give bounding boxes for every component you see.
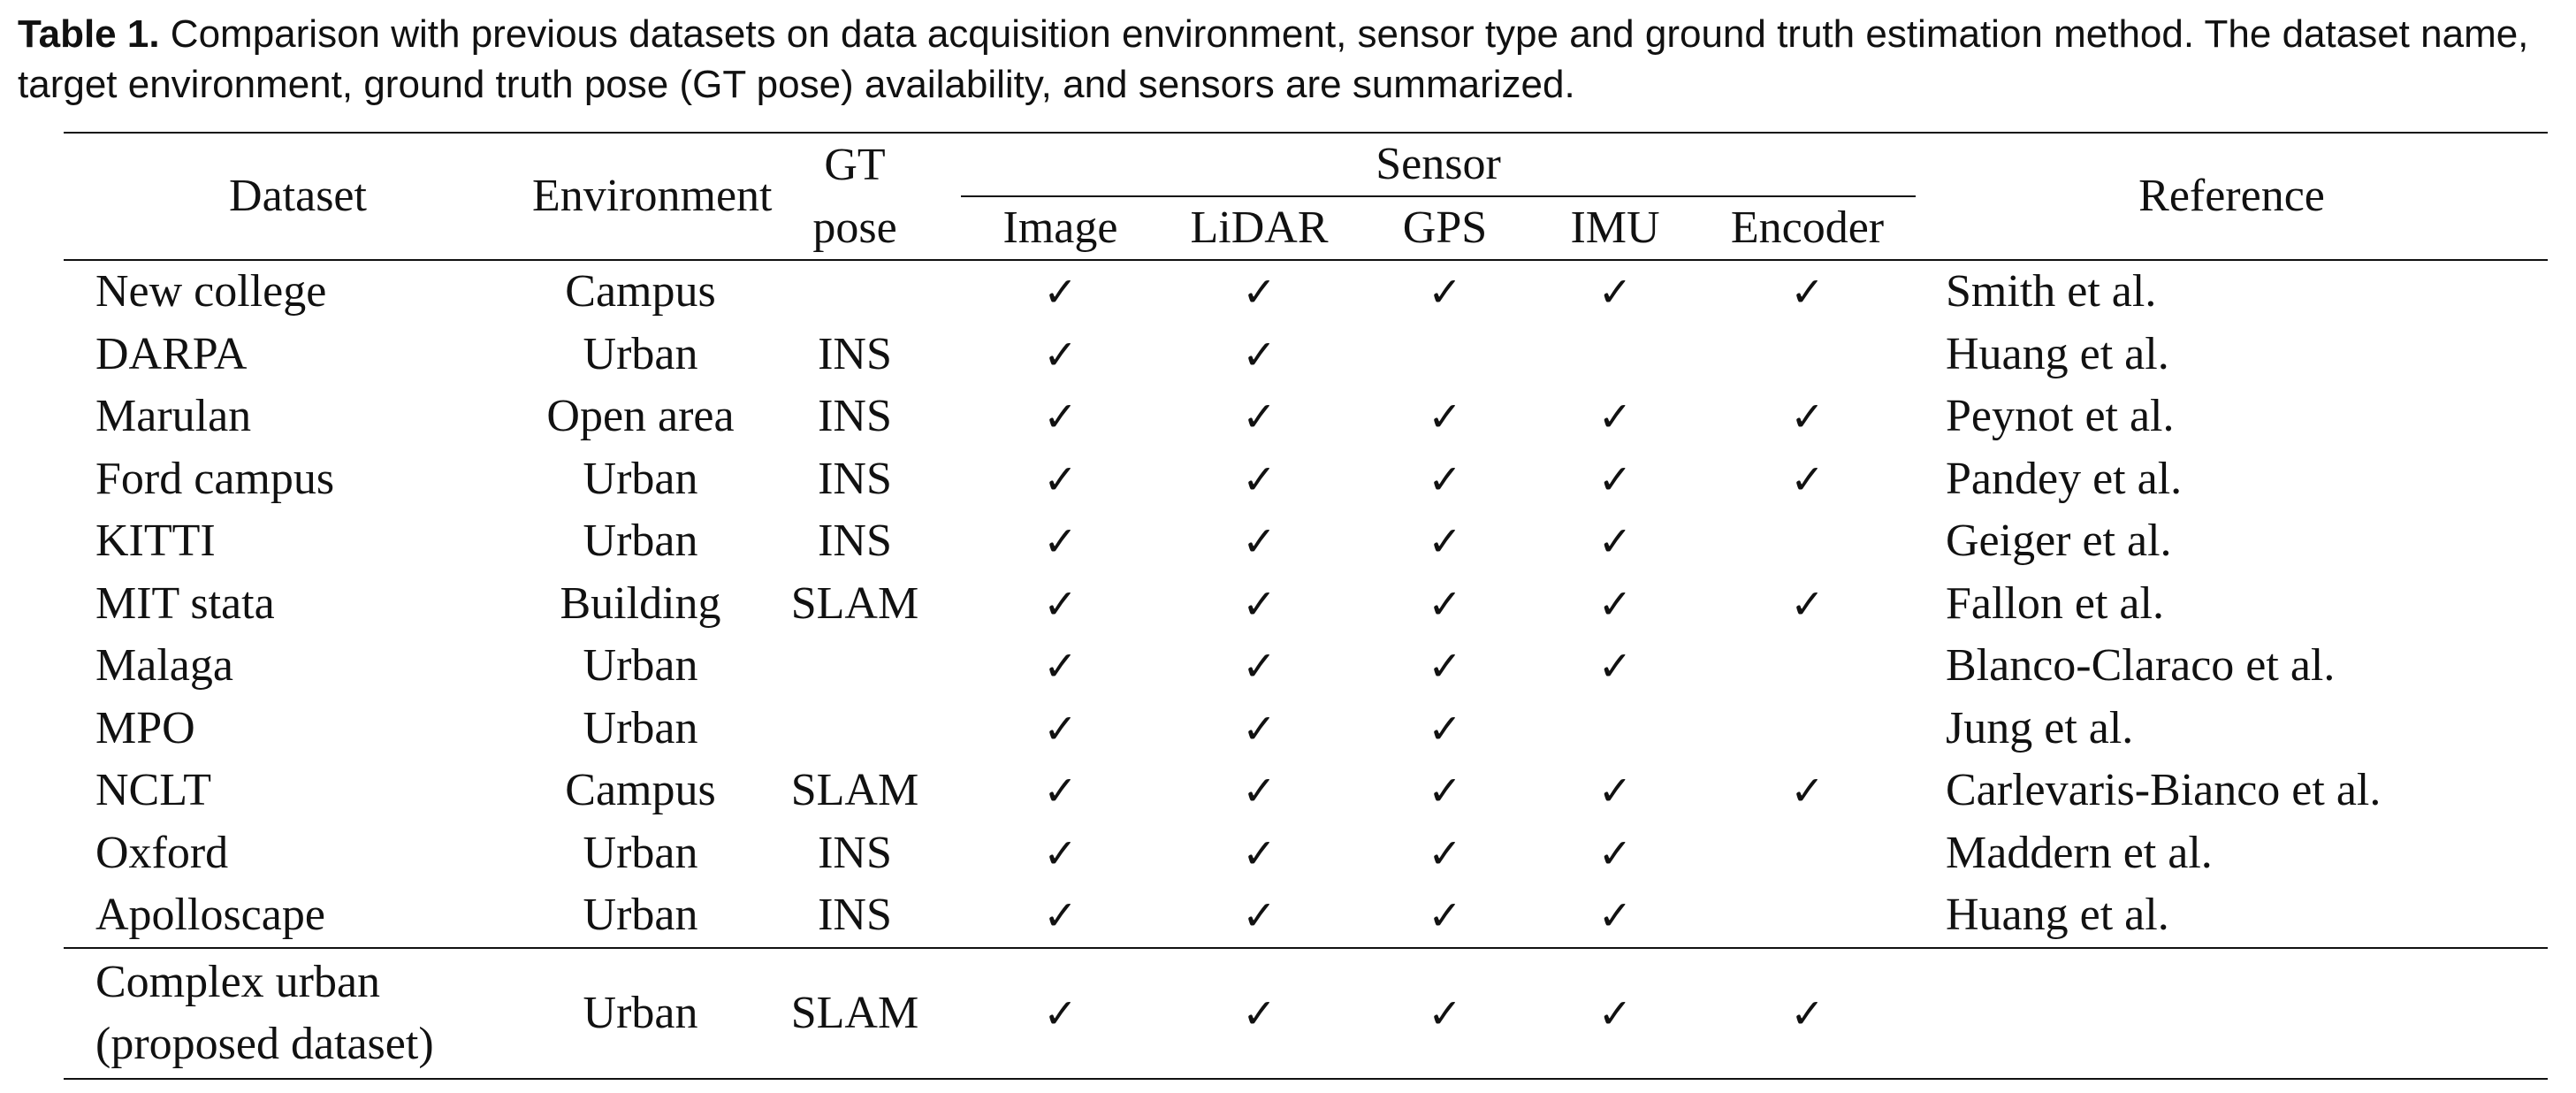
cell-imu-check: ✓	[1597, 393, 1633, 440]
cell-dataset: New college	[95, 266, 327, 317]
cell-gps-check: ✓	[1428, 642, 1462, 690]
header-sensor: Sensor	[961, 133, 1916, 196]
table-header	[64, 133, 2548, 260]
cell-reference: Maddern et al.	[1946, 827, 2213, 878]
cell-lidar-check: ✓	[1242, 330, 1277, 378]
cell-gps-check: ✓	[1428, 455, 1462, 503]
cell-image-check: ✓	[1043, 517, 1078, 565]
cell-gt-pose: INS	[818, 516, 892, 566]
cell-gt-pose	[749, 698, 961, 761]
cell-gt-pose: INS	[818, 890, 892, 940]
cell-imu-check: ✓	[1597, 268, 1633, 316]
cell-reference: Pandey et al.	[1946, 453, 2183, 504]
cell-gt-pose: INS	[818, 827, 892, 878]
cell-gps-check: ✓	[1428, 579, 1462, 628]
cell-gt-pose	[749, 260, 961, 324]
cell-reference: Smith et al.	[1946, 266, 2157, 317]
cell-environment: Building	[560, 577, 721, 629]
cell-dataset: MPO	[95, 702, 195, 753]
cell-image-check: ✓	[1043, 393, 1078, 440]
header-dataset: Dataset	[64, 133, 532, 260]
cell-lidar-check: ✓	[1242, 891, 1277, 939]
cell-gps-check	[1359, 324, 1531, 386]
header-encoder: Encoder	[1699, 196, 1916, 260]
cell-imu-check: ✓	[1597, 455, 1633, 503]
cell-reference	[1916, 948, 2548, 1079]
cell-image-check: ✓	[961, 948, 1160, 1079]
header-gt-pose-line2: pose	[749, 196, 961, 260]
cell-encoder-check: ✓	[1699, 948, 1916, 1079]
cell-encoder-check	[1699, 510, 1916, 573]
header-gt-pose-line1: GT	[824, 139, 886, 190]
cell-reference: Huang et al.	[1946, 890, 2169, 940]
cell-environment: Urban	[583, 890, 698, 940]
table-row	[64, 448, 2548, 511]
cell-dataset: MIT stata	[95, 577, 275, 629]
cell-reference: Carlevaris-Bianco et al.	[1946, 765, 2382, 815]
cell-gt-pose: SLAM	[790, 577, 919, 629]
cell-imu-check: ✓	[1597, 579, 1633, 628]
cell-reference: Geiger et al.	[1946, 516, 2172, 566]
cell-gt-pose: SLAM	[790, 765, 919, 815]
cell-reference: Peynot et al.	[1946, 391, 2175, 441]
cell-image-check: ✓	[1043, 767, 1078, 814]
cell-imu-check: ✓	[1597, 642, 1633, 690]
cell-environment: Urban	[583, 827, 698, 878]
cell-image-check: ✓	[1043, 642, 1078, 690]
cell-dataset: Oxford	[95, 827, 229, 878]
cell-gps-check: ✓	[1428, 829, 1462, 877]
cell-image-check: ✓	[1043, 268, 1078, 316]
cell-lidar-check: ✓	[1242, 517, 1277, 565]
cell-gt-pose: INS	[818, 328, 892, 379]
cell-environment: Campus	[565, 765, 716, 815]
table-row	[64, 260, 2548, 324]
cell-reference: Huang et al.	[1946, 328, 2169, 379]
cell-dataset: NCLT	[95, 765, 211, 815]
cell-image-check: ✓	[1043, 579, 1078, 628]
cell-imu-check: ✓	[1597, 517, 1633, 565]
cell-dataset-proposed	[64, 948, 532, 1079]
cell-environment: Urban	[583, 702, 698, 753]
cell-gps-check: ✓	[1428, 268, 1462, 316]
cell-image-check: ✓	[1043, 455, 1078, 503]
cell-gps-check: ✓	[1428, 517, 1462, 565]
comparison-table	[64, 132, 2548, 1080]
cell-dataset: KITTI	[95, 516, 216, 566]
cell-gt-pose: INS	[818, 391, 892, 441]
header-environment: Environment	[532, 133, 749, 260]
cell-environment: Urban	[583, 640, 698, 691]
table-row	[64, 386, 2548, 448]
cell-dataset: Ford campus	[95, 453, 335, 504]
cell-image-check: ✓	[1043, 330, 1078, 378]
cell-gt-pose: SLAM	[749, 948, 961, 1079]
cell-image-check: ✓	[1043, 829, 1078, 877]
cell-encoder-check	[1699, 698, 1916, 761]
cell-imu-check: ✓	[1597, 891, 1633, 939]
cell-encoder-check: ✓	[1790, 455, 1825, 503]
cell-environment: Campus	[565, 266, 716, 317]
cell-lidar-check: ✓	[1242, 767, 1277, 814]
table-row-proposed	[64, 948, 2548, 1079]
cell-lidar-check: ✓	[1242, 704, 1277, 753]
table-caption	[18, 9, 2564, 110]
cell-lidar-check: ✓	[1242, 268, 1277, 316]
table-row	[64, 573, 2548, 636]
cell-imu-check	[1531, 324, 1699, 386]
proposed-name-line2: (proposed dataset)	[95, 1018, 434, 1069]
table-row	[64, 698, 2548, 761]
cell-environment: Open area	[546, 391, 735, 441]
cell-environment: Urban	[583, 328, 698, 379]
table-row	[64, 822, 2548, 885]
header-image: Image	[961, 196, 1160, 260]
cell-gps-check: ✓	[1428, 704, 1462, 753]
cell-dataset: Malaga	[95, 640, 233, 691]
cell-imu-check: ✓	[1531, 948, 1699, 1079]
cell-encoder-check	[1699, 822, 1916, 885]
header-reference: Reference	[1916, 133, 2548, 260]
cell-lidar-check: ✓	[1242, 455, 1277, 503]
cell-gt-pose: INS	[818, 453, 892, 504]
cell-encoder-check: ✓	[1790, 393, 1825, 440]
caption-text: Comparison with previous datasets on data acquisition environment, sensor type and ground truth estimation method. The dataset name, target environment, ground truth pose (GT pose) availability, and sensors are summarized.	[18, 12, 2529, 106]
cell-encoder-check: ✓	[1790, 268, 1825, 316]
proposed-name-line1: Complex urban	[95, 956, 381, 1007]
cell-image-check: ✓	[1043, 891, 1078, 939]
cell-gps-check: ✓	[1428, 767, 1462, 814]
cell-dataset: Apolloscape	[95, 890, 325, 940]
cell-encoder-check	[1699, 884, 1916, 948]
cell-lidar-check: ✓	[1242, 642, 1277, 690]
cell-encoder-check	[1699, 635, 1916, 698]
cell-gps-check: ✓	[1428, 393, 1462, 440]
table-body	[64, 260, 2548, 1079]
cell-imu-check	[1531, 698, 1699, 761]
table-row	[64, 324, 2548, 386]
cell-lidar-check: ✓	[1242, 393, 1277, 440]
table-row	[64, 884, 2548, 948]
table-row	[64, 635, 2548, 698]
cell-reference: Blanco-Claraco et al.	[1946, 640, 2336, 691]
cell-gps-check: ✓	[1428, 891, 1462, 939]
cell-reference: Fallon et al.	[1946, 577, 2164, 629]
header-imu: IMU	[1531, 196, 1699, 260]
table-row	[64, 510, 2548, 573]
cell-encoder-check	[1699, 324, 1916, 386]
header-lidar: LiDAR	[1160, 196, 1359, 260]
header-gps: GPS	[1359, 196, 1531, 260]
cell-gt-pose	[749, 635, 961, 698]
cell-imu-check: ✓	[1597, 829, 1633, 877]
cell-dataset: DARPA	[95, 328, 248, 379]
cell-environment: Urban	[532, 948, 749, 1079]
cell-reference: Jung et al.	[1946, 702, 2134, 753]
cell-imu-check: ✓	[1597, 767, 1633, 814]
cell-image-check: ✓	[1043, 704, 1078, 753]
cell-encoder-check: ✓	[1790, 767, 1825, 814]
cell-environment: Urban	[583, 453, 698, 504]
cell-encoder-check: ✓	[1790, 579, 1825, 628]
cell-environment: Urban	[583, 516, 698, 566]
cell-lidar-check: ✓	[1242, 829, 1277, 877]
cell-lidar-check: ✓	[1242, 579, 1277, 628]
table-row	[64, 760, 2548, 822]
cell-dataset: Marulan	[95, 391, 252, 441]
caption-label: Table 1.	[18, 12, 160, 56]
cell-gps-check: ✓	[1359, 948, 1531, 1079]
cell-lidar-check: ✓	[1160, 948, 1359, 1079]
